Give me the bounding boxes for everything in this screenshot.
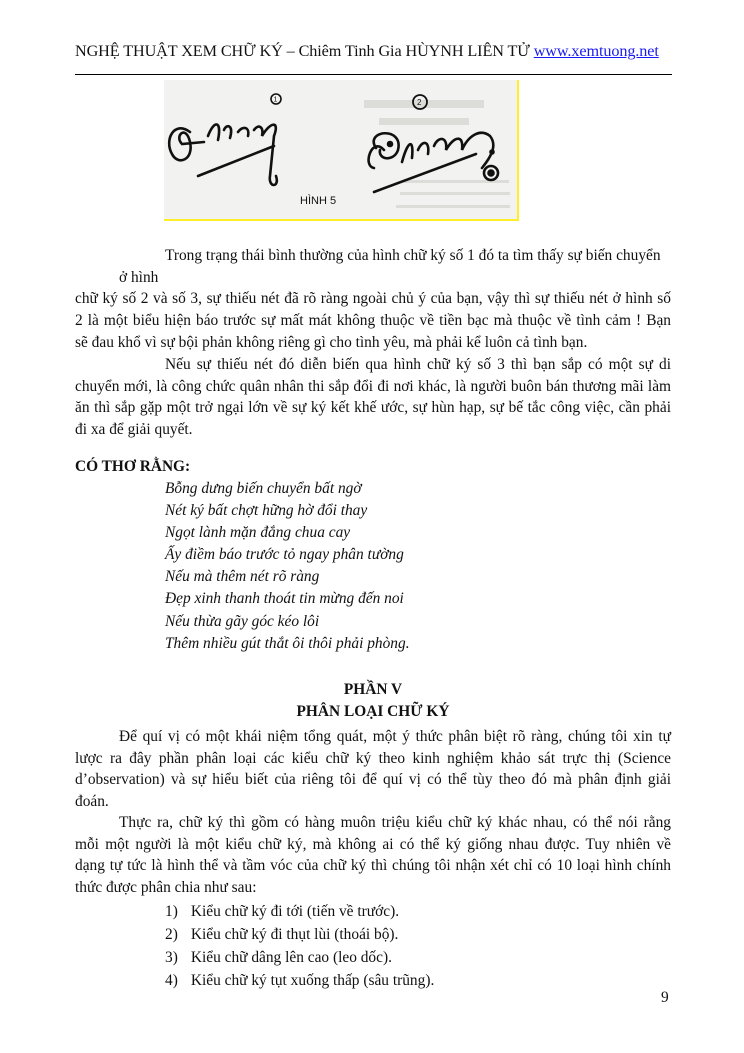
list-item xyxy=(165,946,434,969)
signature-figure-image xyxy=(164,80,519,221)
paragraph-line: 2 là một biểu hiện báo trước sự mất mát không thuộc về tiền bạc mà thuộc về tình cảm ! Bạn xyxy=(75,312,671,330)
paragraph-3 xyxy=(75,726,671,813)
paragraph-line: ăn thì sắp gặp một trở ngại lớn về sự ký kết khế ước, sự hùn hạp, sự bế tắc công việc, cần phải xyxy=(75,399,671,417)
scan-texture-bar xyxy=(396,205,510,208)
paragraph-line: dạng tự tức là hình thể và tầm vóc của chữ ký thì chúng tôi nhận xét chỉ có 10 loại hình chính xyxy=(75,857,671,875)
signature-figure-drawing xyxy=(164,80,517,219)
list-item xyxy=(165,969,434,992)
list-item-number: 3) xyxy=(165,949,178,966)
poem-line: Thêm nhiều gút thắt ôi thôi phải phòng. xyxy=(165,634,410,652)
paragraph-line: chữ ký số 2 và số 3, sự thiếu nét đã rõ ràng ngoài chủ ý của bạn, vậy thì sự thiếu nét ở hình số xyxy=(75,290,671,308)
paragraph-line: sẽ đau khổ vì sự bội phản không riêng gì cho tình yêu, mà phải kể luôn cả tình bạn. xyxy=(75,333,588,351)
figure-caption: HÌNH 5 xyxy=(300,195,337,207)
figure-label-1: 1 xyxy=(273,96,278,104)
paragraph-line: lược ra đây phần phân loại các kiểu chữ ký theo kinh nghiệm khảo sát trực thị (Science xyxy=(75,749,671,767)
paragraph-4 xyxy=(75,812,671,899)
poem xyxy=(165,478,410,655)
figure-label-2: 2 xyxy=(417,98,422,107)
paragraph-line: thức được phân chia như sau: xyxy=(75,879,257,897)
paragraph-line: Nếu sự thiếu nét đó diễn biến qua hình chữ ký số 3 thì bạn sắp có một sự di xyxy=(165,356,671,373)
signature-type-list xyxy=(165,900,434,992)
page-number: 9 xyxy=(661,989,669,1006)
list-item-text: Kiểu chữ dâng lên cao (leo dốc). xyxy=(190,949,392,966)
paragraph-2 xyxy=(75,354,671,441)
poem-line: Đẹp xinh thanh thoát tin mừng đến noi xyxy=(165,590,404,608)
paragraph-line: Thực ra, chữ ký thì gồm có hàng muôn triệu kiểu chữ ký khác nhau, có thể nói rằng xyxy=(119,814,671,831)
header-title: NGHỆ THUẬT XEM CHỮ KÝ – Chiêm Tinh Gia HÙYNH LIÊN TỬ xyxy=(75,42,530,60)
poem-line: Nếu thừa gãy góc kéo lôi xyxy=(165,612,320,630)
poem-line: Nét ký bất chợt hững hờ đổi thay xyxy=(165,502,368,520)
paragraph-line: Trong trạng thái bình thường của hình chữ ký số 1 đó ta tìm thấy sự biến chuyển xyxy=(165,247,661,264)
poem-line: Ngọt lành mặn đắng chua cay xyxy=(165,524,351,542)
paragraph-line: đi xa để giải quyết. xyxy=(75,421,193,439)
header-rule xyxy=(75,74,672,75)
poem-line: Bỗng dưng biến chuyển bất ngờ xyxy=(165,480,362,497)
scan-texture xyxy=(364,100,510,208)
running-header xyxy=(75,42,672,61)
scan-texture-bar xyxy=(379,118,469,125)
section-title-heading: PHÂN LOẠI CHỮ KÝ xyxy=(296,703,450,720)
header-website-link[interactable]: www.xemtuong.net xyxy=(533,42,659,60)
signature-2 xyxy=(369,133,498,192)
paragraph-line: đoán. xyxy=(75,793,109,811)
poem-line: Nếu mà thêm nét rõ ràng xyxy=(165,568,320,586)
list-item xyxy=(165,900,434,923)
paragraph-line: mỗi một người là một kiểu chữ ký, mà không ai có thể ký giống nhau được. Tuy nhiên về xyxy=(75,835,671,853)
paragraph-line: d’observation) và sự hiểu biết của riêng tôi để quí vị có thể tùy theo đó mà phân định giải xyxy=(75,771,671,789)
paragraph-line: chuyển mới, là công chức quân nhân thi sắp đổi đi nơi khác, là người buôn bán thương mãi làm xyxy=(75,377,671,395)
poem-heading: CÓ THƠ RẰNG: xyxy=(75,458,191,475)
paragraph-line: Để quí vị có một khái niệm tổng quát, một ý thức phân biệt rõ ràng, chúng tôi xin tự xyxy=(119,728,671,745)
paragraph-line: ở hình xyxy=(119,268,159,286)
paragraph-1 xyxy=(75,245,671,354)
list-item xyxy=(165,923,434,946)
list-item-text: Kiểu chữ ký đi tới (tiến về trước). xyxy=(190,903,400,920)
signature-1 xyxy=(169,124,277,185)
list-item-text: Kiểu chữ ký tụt xuống thấp (sâu trũng). xyxy=(190,972,435,989)
list-item-text: Kiểu chữ ký đi thụt lùi (thoái bộ). xyxy=(190,926,399,943)
list-item-number: 2) xyxy=(165,926,178,943)
section-part-heading: PHẦN V xyxy=(343,681,403,698)
list-item-number: 1) xyxy=(165,903,178,920)
scan-texture-bar xyxy=(400,192,510,195)
poem-line: Ấy điềm báo trước tỏ ngay phân tường xyxy=(165,546,404,564)
list-item-number: 4) xyxy=(165,972,178,989)
